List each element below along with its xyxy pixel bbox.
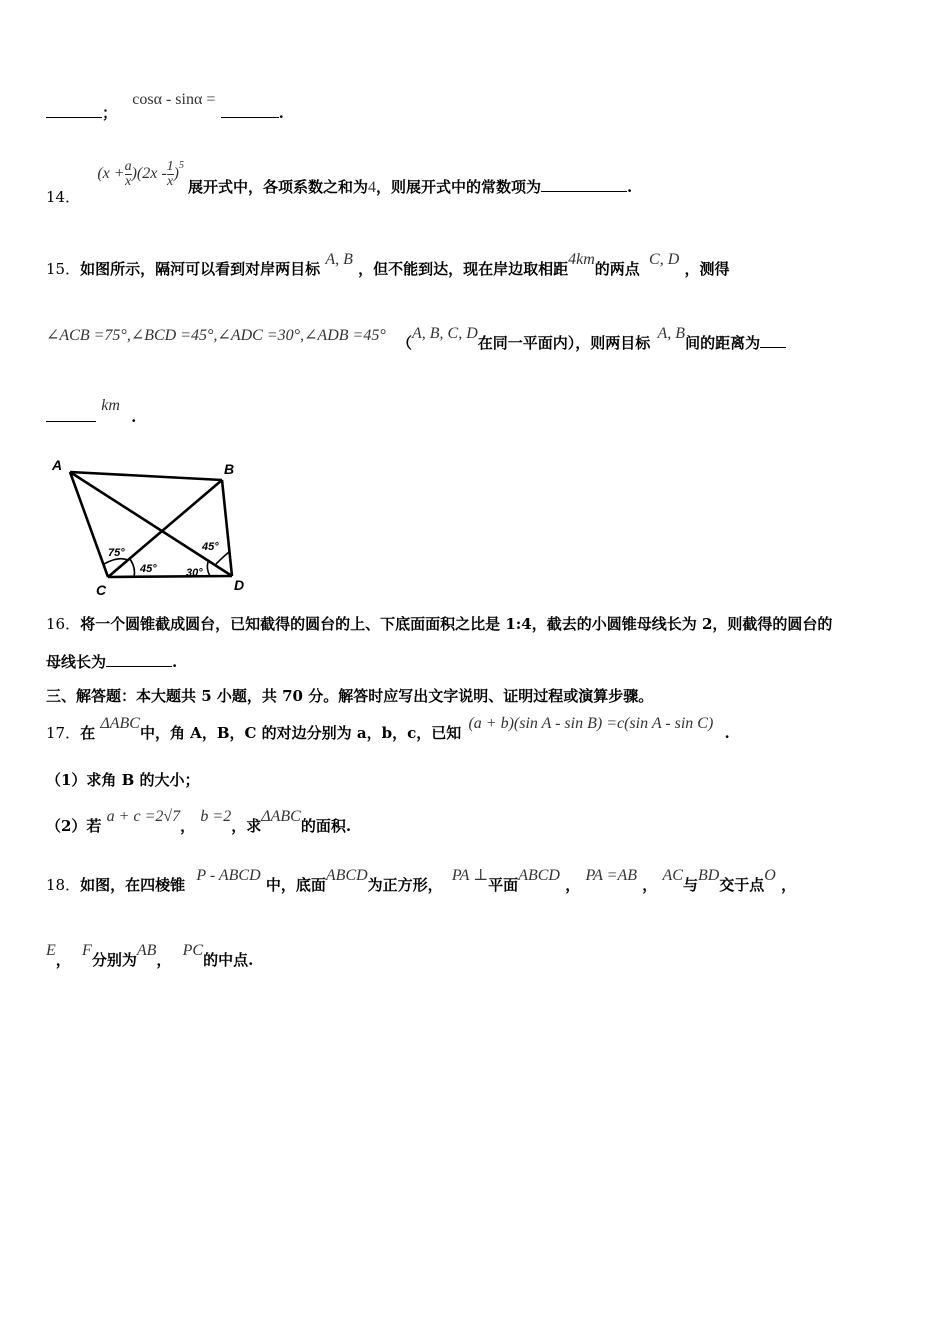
- answer-blank: [46, 105, 102, 118]
- question-16: 16．将一个圆锥截成圆台，已知截得的圆台的上、下底面面积之比是 1:4，截去的小圆锥母线长为 2，则截得的圆台的: [46, 615, 833, 633]
- q13-tail: ； cosα - sinα = .: [46, 102, 284, 123]
- question-15-line3: km .: [46, 408, 136, 427]
- angle-acb-label: 75°: [108, 547, 125, 559]
- answer-blank: [221, 105, 279, 118]
- question-18: 18．如图，在四棱锥 P - ABCD 中，底面ABCD为正方形， PA ⊥平面ABCD ， PA =AB ， AC与BD交于点O ，: [46, 867, 797, 894]
- question-15-line2: ∠ACB =75°,∠BCD =45°,∠ADC =30°,∠ADB =45° （A, B, C, D在同一平面内），则两目标 A, B间的距离为: [46, 332, 786, 353]
- segment-bd: [222, 480, 232, 576]
- segment-cd: [108, 576, 232, 577]
- question-14: 14． (x + $\frac{a}{x}$ )(2x - $\frac{1}{x}$ )$^5$ 展开式中，各项系数之和为4，则展开式中的常数项为 .: [46, 159, 633, 207]
- answer-blank: [106, 654, 172, 667]
- question-17: 17．在 ΔABC中，角 A，B，C 的对边分别为 a，b，c，已知 (a + b)(sin A - sin B) =c(sin A - sin C) .: [46, 715, 730, 742]
- q15-angles: ∠ACB =75°,∠BCD =45°,∠ADC =30°,∠ADB =45°: [46, 327, 386, 344]
- label-b: B: [224, 461, 235, 477]
- question-18-line2: E， F分别为AB， PC的中点.: [46, 942, 254, 969]
- angle-bcd-label: 45°: [140, 563, 157, 575]
- q17-condition: (a + b)(sin A - sin B) =c(sin A - sin C): [468, 715, 714, 732]
- question-16-line2: 母线长为 .: [46, 653, 178, 671]
- angle-adc-label: 30°: [186, 567, 203, 579]
- question-15: 15．如图所示，隔河可以看到对岸两目标 A, B ，但不能到达，现在岸边取相距4km的两点 C, D ，测得: [46, 251, 730, 278]
- segment-ac: [70, 472, 108, 577]
- segment-ad: [70, 472, 232, 576]
- question-17-part2: （2）若 a + c =2√7， b =2，求ΔABC的面积.: [46, 808, 352, 835]
- arc-adb: [216, 552, 229, 564]
- section-heading: 三、解答题：本大题共 5 小题，共 70 分。解答时应写出文字说明、证明过程或演算步骤。: [46, 687, 654, 705]
- segment-bc: [108, 480, 222, 577]
- arc-adc: [207, 562, 210, 576]
- question-17-part1: （1）求角 B 的大小；: [46, 771, 200, 789]
- answer-blank: [760, 335, 786, 348]
- arc-bcd: [130, 559, 135, 577]
- q13-formula: cosα - sinα =: [132, 91, 216, 108]
- label-a: A: [52, 457, 63, 473]
- label-d: D: [234, 577, 245, 593]
- answer-blank: [46, 409, 96, 422]
- quadrilateral-figure: [46, 452, 256, 602]
- angle-adb-label: 45°: [202, 541, 219, 553]
- segment-ab: [70, 472, 222, 480]
- answer-blank: [541, 179, 627, 192]
- label-c: C: [96, 582, 107, 598]
- q14-expression: (x + $\frac{a}{x}$ )(2x - $\frac{1}{x}$ )$^5$: [97, 159, 184, 189]
